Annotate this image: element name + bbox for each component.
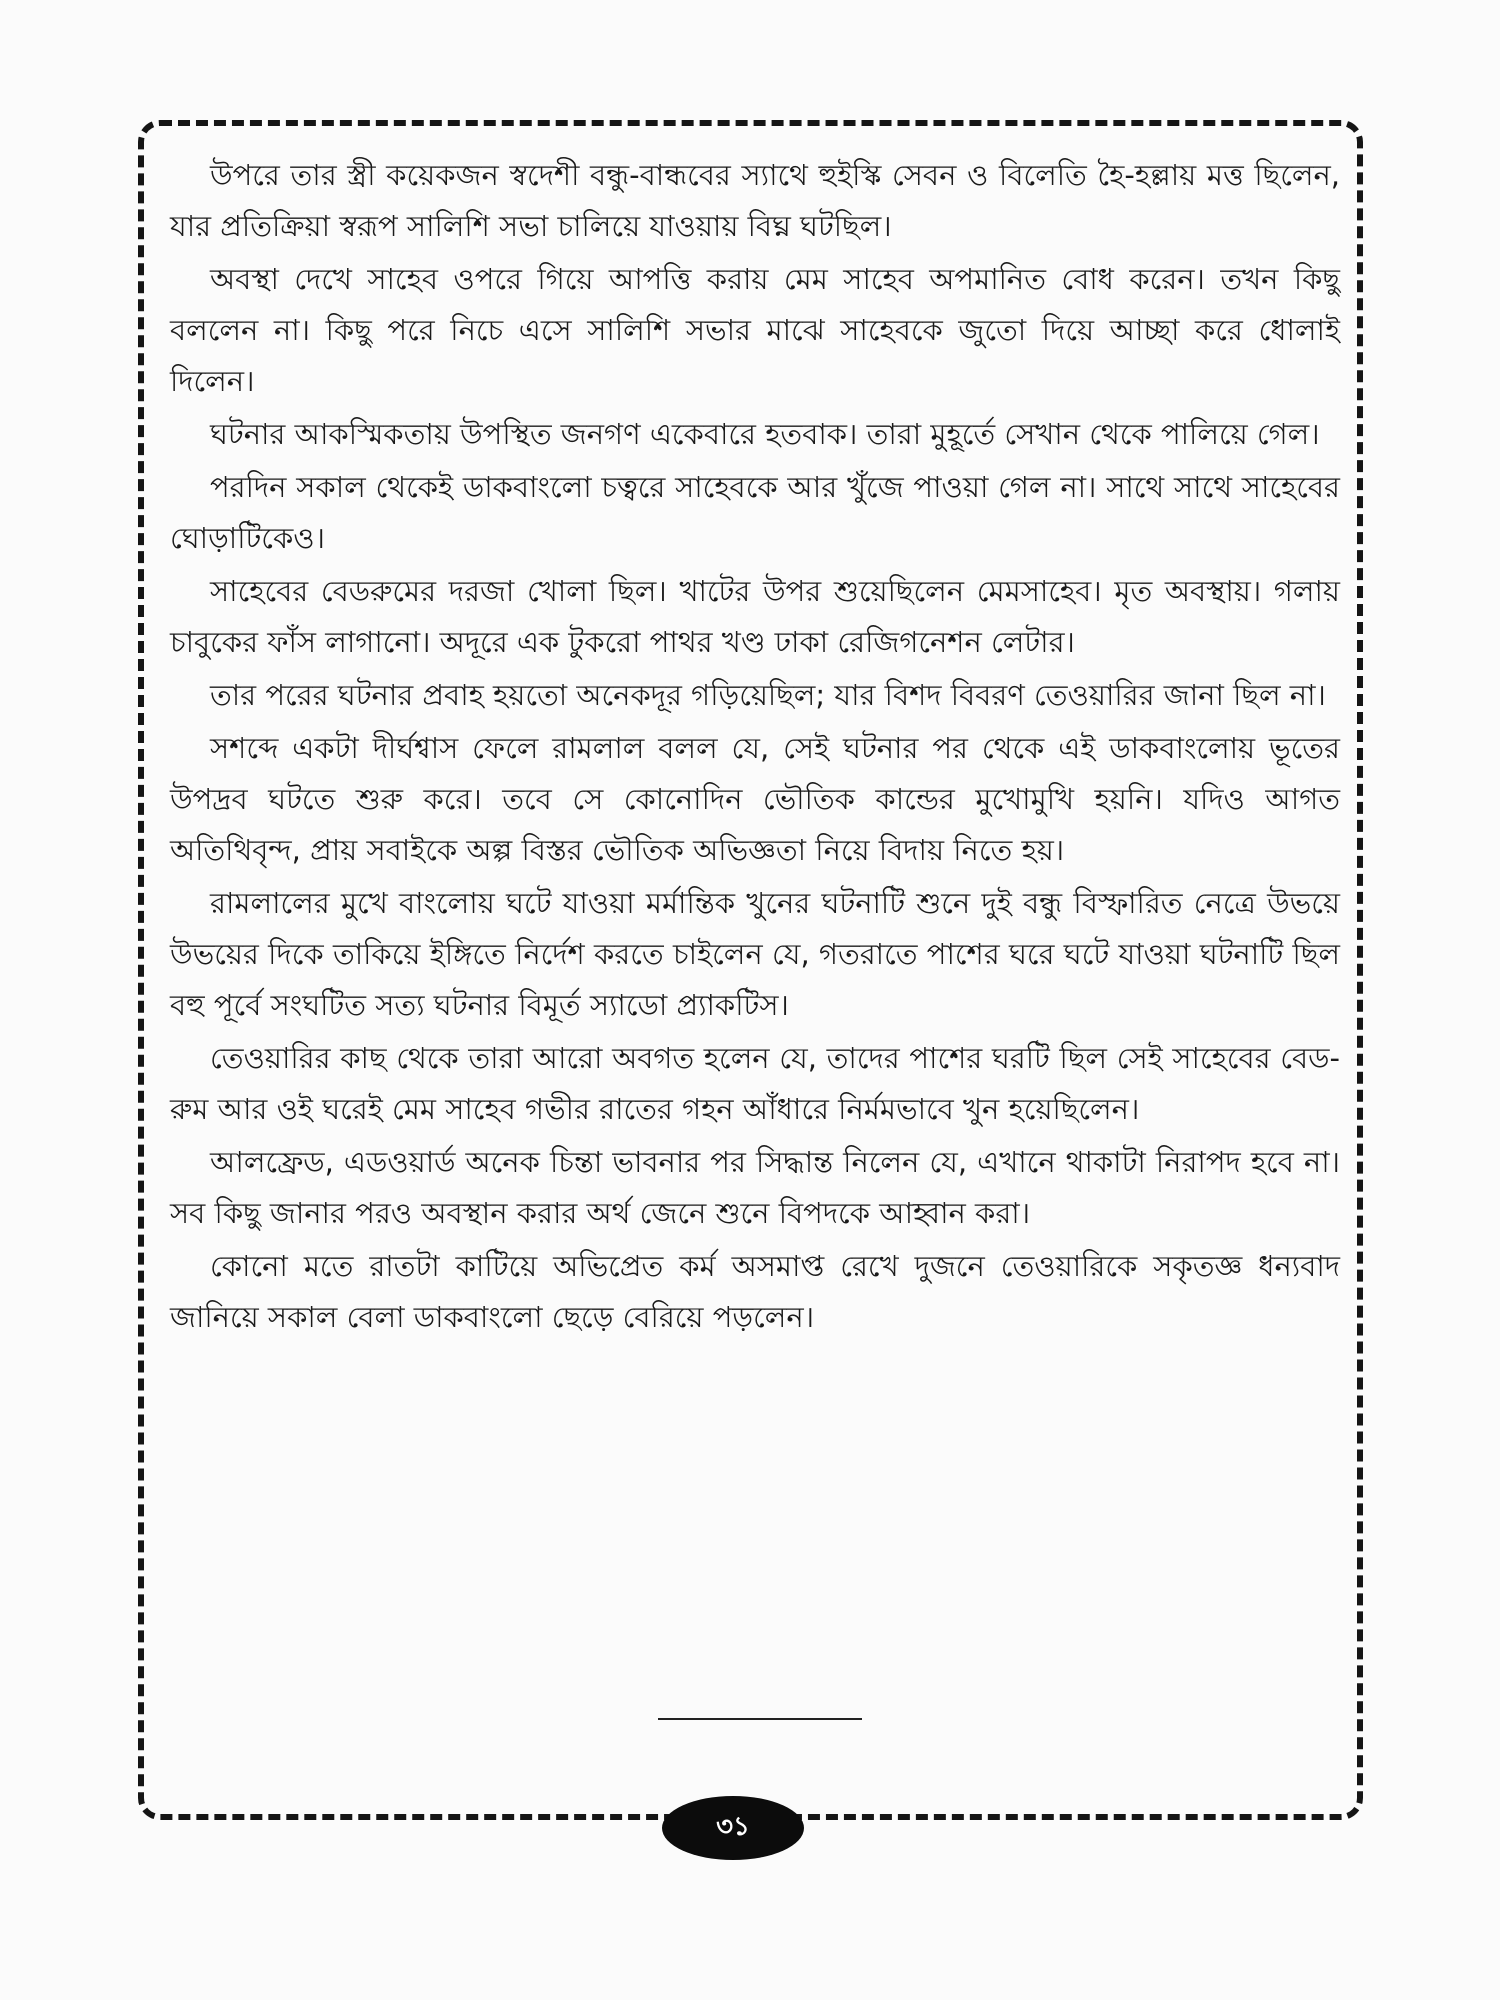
paragraph-5: সাহেবের বেডরুমের দরজা খোলা ছিল। খাটের উপর শুয়েছিলেন মেমসাহেব। মৃত অবস্থায়। গলায় চাবুকের ফাঁস লাগানো। অদূরে এক টুকরো পাথর খণ্ড ঢাকা রেজিগনেশন লেটার। <box>170 574 1340 659</box>
paragraph-7: সশব্দে একটা দীর্ঘশ্বাস ফেলে রামলাল বলল যে, সেই ঘটনার পর থেকে এই ডাকবাংলোয় ভূতের উপদ্রব ঘটতে শুরু করে। তবে সে কোনোদিন ভৌতিক কান্ডের মুখোমুখি হয়নি। যদিও আগত অতিথিবৃন্দ, প্রায় সবাইকে অল্প বিস্তর ভৌতিক অভিজ্ঞতা নিয়ে বিদায় নিতে হয়। <box>170 731 1340 867</box>
section-end-rule <box>658 1718 862 1720</box>
paragraph-10: আলফ্রেড, এডওয়ার্ড অনেক চিন্তা ভাবনার পর সিদ্ধান্ত নিলেন যে, এখানে থাকাটা নিরাপদ হবে না। সব কিছু জানার পরও অবস্থান করার অর্থ জেনে শুনে বিপদকে আহ্বান করা। <box>170 1145 1340 1230</box>
paragraph-3: ঘটনার আকস্মিকতায় উপস্থিত জনগণ একেবারে হতবাক। তারা মুহূর্তে সেখান থেকে পালিয়ে গেল। <box>210 417 1320 451</box>
paragraph-2: অবস্থা দেখে সাহেব ওপরে গিয়ে আপত্তি করায় মেম সাহেব অপমানিত বোধ করেন। তখন কিছু বললেন না। কিছু পরে নিচে এসে সালিশি সভার মাঝে সাহেবকে জুতো দিয়ে আচ্ছা করে ধোলাই দিলেন। <box>170 262 1340 398</box>
paragraph-4: পরদিন সকাল থেকেই ডাকবাংলো চত্বরে সাহেবকে আর খুঁজে পাওয়া গেল না। সাথে সাথে সাহেবের ঘোড়াটিকেও। <box>170 470 1340 555</box>
paragraph-8: রামলালের মুখে বাংলোয় ঘটে যাওয়া মর্মান্তিক খুনের ঘটনাটি শুনে দুই বন্ধু বিস্ফারিত নেত্রে উভয়ে উভয়ের দিকে তাকিয়ে ইঙ্গিতে নির্দেশ করতে চাইলেন যে, গতরাতে পাশের ঘরে ঘটে যাওয়া ঘটনাটি ছিল বহু পূর্বে সংঘটিত সত্য ঘটনার বিমূর্ত স্যাডো প্র্যাকটিস। <box>170 886 1340 1022</box>
paragraph-1: উপরে তার স্ত্রী কয়েকজন স্বদেশী বন্ধু-বান্ধবের স্যাথে হুইস্কি সেবন ও বিলেতি হৈ-হল্লায় মত্ত ছিলেন, যার প্রতিক্রিয়া স্বরূপ সালিশি সভা চালিয়ে যাওয়ায় বিঘ্ন ঘটছিল। <box>170 158 1340 243</box>
page-number-badge <box>662 1796 804 1860</box>
paragraph-6: তার পরের ঘটনার প্রবাহ হয়তো অনেকদূর গড়িয়েছিল; যার বিশদ বিবরণ তেওয়ারির জানা ছিল না। <box>210 678 1326 712</box>
page-body-text <box>170 150 1340 1650</box>
paragraph-11: কোনো মতে রাতটা কাটিয়ে অভিপ্রেত কর্ম অসমাপ্ত রেখে দুজনে তেওয়ারিকে সকৃতজ্ঞ ধন্যবাদ জানিয়ে সকাল বেলা ডাকবাংলো ছেড়ে বেরিয়ে পড়লেন। <box>170 1249 1340 1334</box>
paragraph-9: তেওয়ারির কাছ থেকে তারা আরো অবগত হলেন যে, তাদের পাশের ঘরটি ছিল সেই সাহেবের বেড-রুম আর ওই ঘরেই মেম সাহেব গভীর রাতের গহন আঁধারে নির্মমভাবে খুন হয়েছিলেন। <box>170 1041 1340 1126</box>
page-number: ৩১ <box>716 1812 750 1842</box>
